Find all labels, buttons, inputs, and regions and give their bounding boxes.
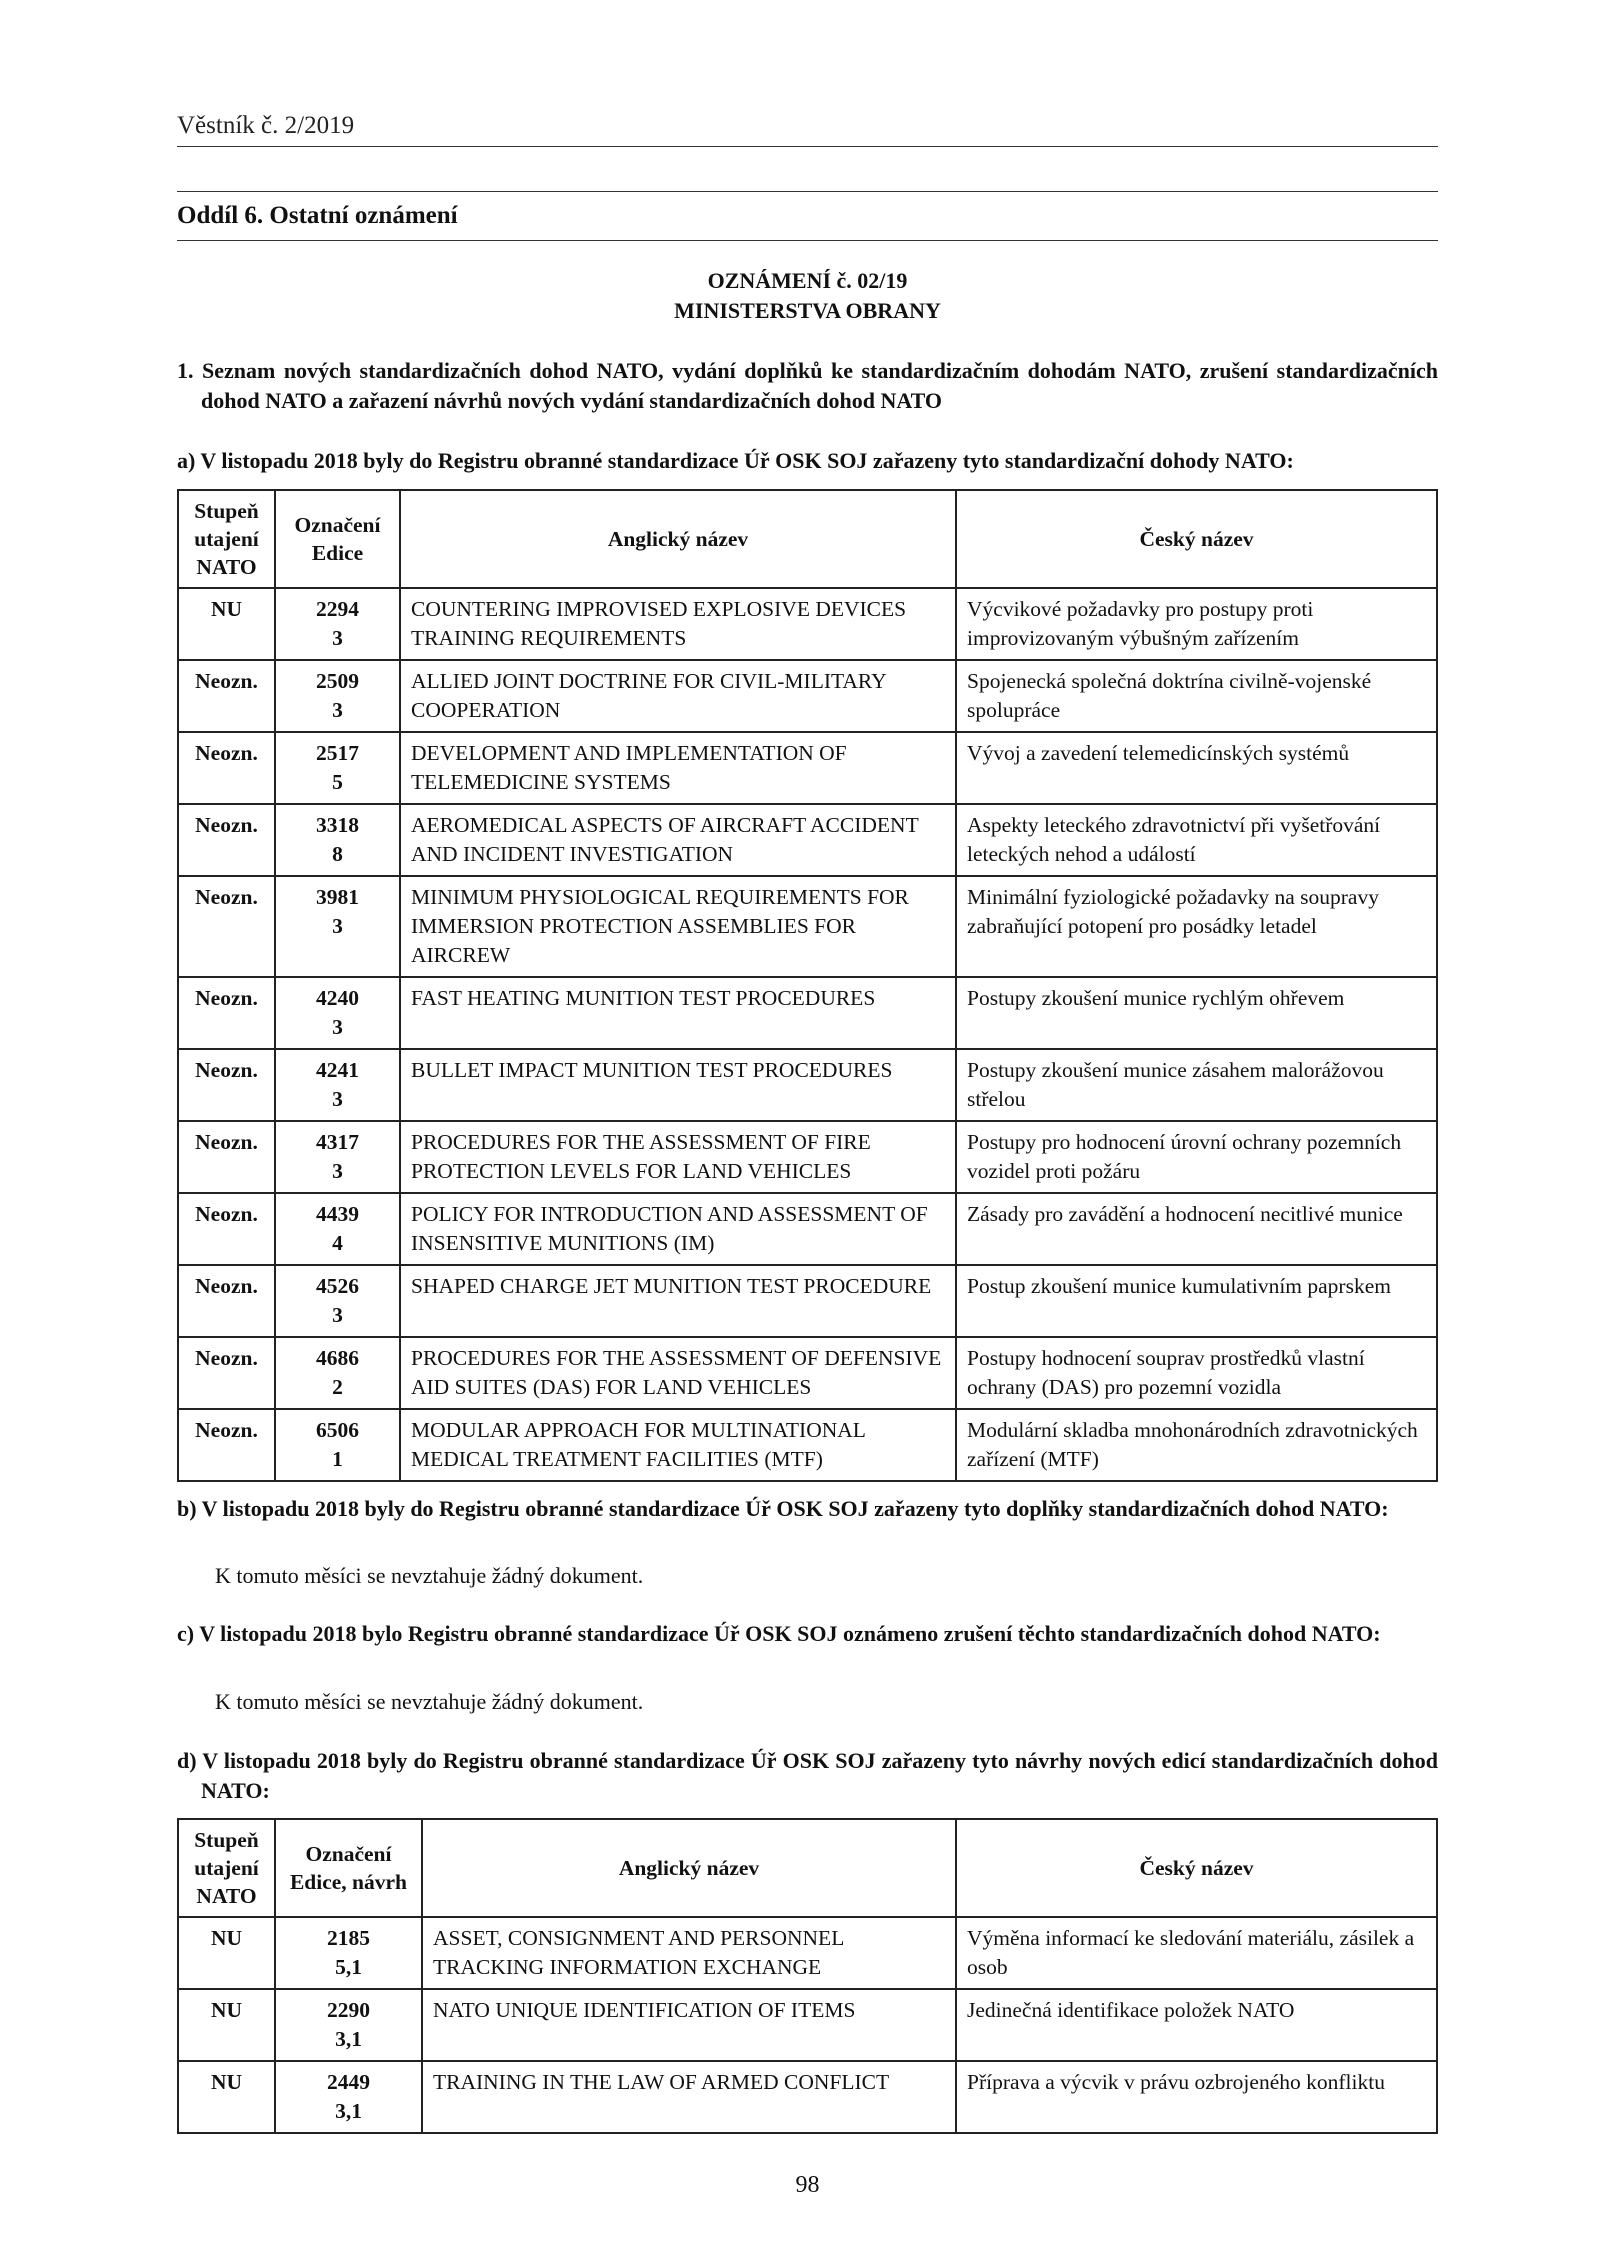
cell-edition: 2 — [332, 1375, 343, 1399]
cell-english-title: MINIMUM PHYSIOLOGICAL REQUIREMENTS FOR IMMERSION PROTECTION ASSEMBLIES FOR AIRCREW — [400, 876, 956, 977]
cell-number: 3981 — [316, 885, 359, 909]
cell-czech-title: Modulární skladba mnohonárodních zdravotnických zařízení (MTF) — [956, 1409, 1437, 1481]
cell-edition: 1 — [332, 1447, 343, 1471]
cell-number: 3318 — [316, 813, 359, 837]
standards-table-a — [177, 489, 1438, 1482]
table-row — [178, 1989, 1437, 2061]
column-header-czech-title: Český název — [956, 490, 1437, 588]
cell-edition: 5,1 — [335, 1955, 362, 1979]
notice-title — [177, 266, 1438, 326]
cell-designation — [275, 1989, 422, 2061]
column-header-english-title: Anglický název — [400, 490, 956, 588]
cell-english-title: DEVELOPMENT AND IMPLEMENTATION OF TELEMEDICINE SYSTEMS — [400, 732, 956, 804]
cell-number: 6506 — [316, 1418, 359, 1442]
part-d-heading-text: d) V listopadu 2018 byly do Registru obranné standardizace Úř OSK SOJ zařazeny tyto návrhy nových edicí standardizačních dohod NATO: — [177, 1748, 1438, 1803]
section-title: Oddíl 6. Ostatní oznámení — [177, 202, 458, 229]
cell-level: Neozn. — [178, 1049, 275, 1121]
cell-level: Neozn. — [178, 876, 275, 977]
cell-designation — [275, 1121, 400, 1193]
cell-english-title: TRAINING IN THE LAW OF ARMED CONFLICT — [422, 2061, 956, 2133]
column-header-level: Stupeň utajení NATO — [178, 490, 275, 588]
table-row — [178, 977, 1437, 1049]
table-row — [178, 1409, 1437, 1481]
cell-level: Neozn. — [178, 1409, 275, 1481]
cell-designation — [275, 1265, 400, 1337]
cell-level: Neozn. — [178, 1337, 275, 1409]
cell-number: 2294 — [316, 597, 359, 621]
cell-english-title: ASSET, CONSIGNMENT AND PERSONNEL TRACKING INFORMATION EXCHANGE — [422, 1917, 956, 1989]
cell-number: 4241 — [316, 1058, 359, 1082]
header-rule — [177, 146, 1438, 147]
cell-level: Neozn. — [178, 1121, 275, 1193]
cell-czech-title: Postupy hodnocení souprav prostředků vlastní ochrany (DAS) pro pozemní vozidla — [956, 1337, 1437, 1409]
cell-edition: 3 — [332, 914, 343, 938]
cell-designation — [275, 2061, 422, 2133]
cell-level: Neozn. — [178, 732, 275, 804]
cell-designation — [275, 660, 400, 732]
part-c-heading — [177, 1619, 1438, 1649]
cell-designation — [275, 1409, 400, 1481]
cell-edition: 3 — [332, 1015, 343, 1039]
cell-designation — [275, 588, 400, 660]
column-header-level: Stupeň utajení NATO — [178, 1819, 275, 1917]
cell-english-title: AEROMEDICAL ASPECTS OF AIRCRAFT ACCIDENT AND INCIDENT INVESTIGATION — [400, 804, 956, 876]
table-row — [178, 1121, 1437, 1193]
notice-title-line1: OZNÁMENÍ č. 02/19 — [707, 268, 908, 293]
cell-edition: 3 — [332, 698, 343, 722]
part-b-heading — [177, 1494, 1438, 1524]
page-number: 98 — [795, 2172, 820, 2198]
table-body-d — [178, 1917, 1437, 2133]
intro-paragraph — [177, 356, 1438, 416]
cell-designation — [275, 804, 400, 876]
cell-english-title: POLICY FOR INTRODUCTION AND ASSESSMENT OF INSENSITIVE MUNITIONS (IM) — [400, 1193, 956, 1265]
cell-edition: 4 — [332, 1231, 343, 1255]
table-row — [178, 732, 1437, 804]
cell-number: 4686 — [316, 1346, 359, 1370]
notice-title-line2: MINISTERSTVA OBRANY — [674, 298, 941, 323]
cell-level: Neozn. — [178, 977, 275, 1049]
cell-designation — [275, 732, 400, 804]
cell-czech-title: Minimální fyziologické požadavky na soupravy zabraňující potopení pro posádky letadel — [956, 876, 1437, 977]
section-rule-top — [177, 191, 1438, 192]
cell-level: Neozn. — [178, 660, 275, 732]
cell-number: 2449 — [327, 2070, 370, 2094]
cell-number: 2185 — [327, 1926, 370, 1950]
table-row — [178, 2061, 1437, 2133]
cell-english-title: COUNTERING IMPROVISED EXPLOSIVE DEVICES TRAINING REQUIREMENTS — [400, 588, 956, 660]
cell-english-title: PROCEDURES FOR THE ASSESSMENT OF DEFENSIVE AID SUITES (DAS) FOR LAND VEHICLES — [400, 1337, 956, 1409]
table-header-row — [178, 490, 1437, 588]
cell-designation — [275, 977, 400, 1049]
part-a-heading-text: a) V listopadu 2018 byly do Registru obranné standardizace Úř OSK SOJ zařazeny tyto standardizační dohody NATO: — [177, 448, 1294, 473]
part-b-heading-text: b) V listopadu 2018 byly do Registru obranné standardizace Úř OSK SOJ zařazeny tyto doplňky standardizačních dohod NATO: — [177, 1496, 1389, 1521]
part-a-heading — [177, 446, 1438, 476]
cell-number: 4526 — [316, 1274, 359, 1298]
cell-number: 2517 — [316, 741, 359, 765]
cell-edition: 3 — [332, 1159, 343, 1183]
cell-czech-title: Vývoj a zavedení telemedicínských systémů — [956, 732, 1437, 804]
cell-edition: 3 — [332, 626, 343, 650]
table-body-a — [178, 588, 1437, 1481]
cell-number: 4317 — [316, 1130, 359, 1154]
cell-level: Neozn. — [178, 804, 275, 876]
part-b-note: K tomuto měsíci se nevztahuje žádný dokument. — [215, 1563, 644, 1588]
cell-level: Neozn. — [178, 1193, 275, 1265]
table-row — [178, 1193, 1437, 1265]
cell-designation — [275, 1049, 400, 1121]
column-header-czech-title: Český název — [956, 1819, 1437, 1917]
cell-number: 2509 — [316, 669, 359, 693]
cell-level: NU — [178, 2061, 275, 2133]
cell-czech-title: Výměna informací ke sledování materiálu, zásilek a osob — [956, 1917, 1437, 1989]
cell-designation — [275, 1917, 422, 1989]
cell-czech-title: Postupy zkoušení munice zásahem malorážovou střelou — [956, 1049, 1437, 1121]
cell-designation — [275, 1193, 400, 1265]
cell-edition: 3,1 — [335, 2099, 362, 2123]
running-head: Věstník č. 2/2019 — [177, 112, 355, 139]
table-row — [178, 804, 1437, 876]
column-header-designation: Označení Edice — [275, 490, 400, 588]
part-d-heading — [177, 1746, 1438, 1806]
cell-level: NU — [178, 1989, 275, 2061]
table-row — [178, 1917, 1437, 1989]
cell-level: NU — [178, 1917, 275, 1989]
cell-edition: 3 — [332, 1087, 343, 1111]
section-rule-bottom — [177, 240, 1438, 241]
intro-text: 1. Seznam nových standardizačních dohod NATO, vydání doplňků ke standardizačním dohodám NATO, zrušení standardizačních dohod NATO a zařazení návrhů nových vydání standardizačních dohod NATO — [177, 358, 1438, 413]
cell-english-title: BULLET IMPACT MUNITION TEST PROCEDURES — [400, 1049, 956, 1121]
table-row — [178, 1049, 1437, 1121]
column-header-english-title: Anglický název — [422, 1819, 956, 1917]
cell-czech-title: Spojenecká společná doktrína civilně-vojenské spolupráce — [956, 660, 1437, 732]
table-row — [178, 1337, 1437, 1409]
cell-czech-title: Postup zkoušení munice kumulativním paprskem — [956, 1265, 1437, 1337]
cell-level: Neozn. — [178, 1265, 275, 1337]
cell-edition: 3,1 — [335, 2027, 362, 2051]
cell-number: 4240 — [316, 986, 359, 1010]
table-row — [178, 1265, 1437, 1337]
cell-english-title: MODULAR APPROACH FOR MULTINATIONAL MEDICAL TREATMENT FACILITIES (MTF) — [400, 1409, 956, 1481]
cell-czech-title: Jedinečná identifikace položek NATO — [956, 1989, 1437, 2061]
cell-edition: 8 — [332, 842, 343, 866]
cell-designation — [275, 876, 400, 977]
cell-english-title: NATO UNIQUE IDENTIFICATION OF ITEMS — [422, 1989, 956, 2061]
table-header-row — [178, 1819, 1437, 1917]
cell-number: 2290 — [327, 1998, 370, 2022]
cell-czech-title: Aspekty leteckého zdravotnictví při vyšetřování leteckých nehod a událostí — [956, 804, 1437, 876]
cell-edition: 5 — [332, 770, 343, 794]
table-row — [178, 660, 1437, 732]
part-c-note: K tomuto měsíci se nevztahuje žádný dokument. — [215, 1689, 644, 1714]
standards-table-d — [177, 1818, 1438, 2134]
cell-czech-title: Postupy pro hodnocení úrovní ochrany pozemních vozidel proti požáru — [956, 1121, 1437, 1193]
table-row — [178, 876, 1437, 977]
table-row — [178, 588, 1437, 660]
cell-english-title: ALLIED JOINT DOCTRINE FOR CIVIL-MILITARY COOPERATION — [400, 660, 956, 732]
cell-english-title: PROCEDURES FOR THE ASSESSMENT OF FIRE PROTECTION LEVELS FOR LAND VEHICLES — [400, 1121, 956, 1193]
cell-designation — [275, 1337, 400, 1409]
column-header-designation: Označení Edice, návrh — [275, 1819, 422, 1917]
cell-czech-title: Zásady pro zavádění a hodnocení necitlivé munice — [956, 1193, 1437, 1265]
cell-czech-title: Výcvikové požadavky pro postupy proti improvizovaným výbušným zařízením — [956, 588, 1437, 660]
cell-edition: 3 — [332, 1303, 343, 1327]
cell-czech-title: Postupy zkoušení munice rychlým ohřevem — [956, 977, 1437, 1049]
part-c-heading-text: c) V listopadu 2018 bylo Registru obranné standardizace Úř OSK SOJ oznámeno zrušení těchto standardizačních dohod NATO: — [177, 1621, 1381, 1646]
cell-english-title: FAST HEATING MUNITION TEST PROCEDURES — [400, 977, 956, 1049]
cell-level: NU — [178, 588, 275, 660]
cell-number: 4439 — [316, 1202, 359, 1226]
cell-english-title: SHAPED CHARGE JET MUNITION TEST PROCEDURE — [400, 1265, 956, 1337]
cell-czech-title: Příprava a výcvik v právu ozbrojeného konfliktu — [956, 2061, 1437, 2133]
